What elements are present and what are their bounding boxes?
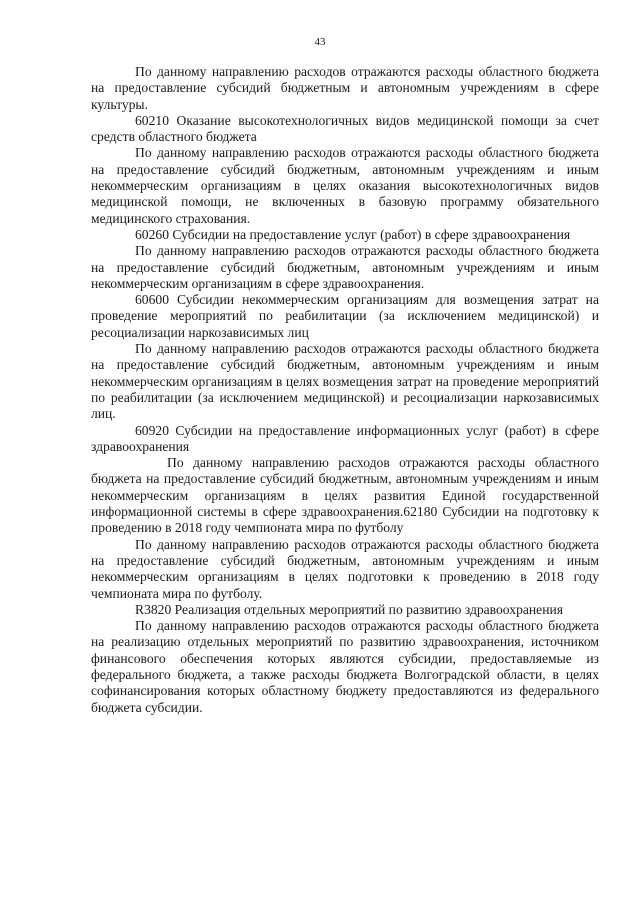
paragraph-62180-description: По данному направлению расходов отражаются расходы областного бюджета на предоставление субсидий бюджетным, автономным учреждениям и иным некоммерческим организациям в целях подготовки к проведению в 2018 году чемпионата мира по футболу. [91,536,599,601]
heading-60210: 60210 Оказание высокотехнологичных видов медицинской помощи за счет средств областного бюджета [91,112,599,145]
paragraph-60600-description: По данному направлению расходов отражаются расходы областного бюджета на предоставление субсидий бюджетным, автономным учреждениям и иным некоммерческим организациям в целях возмещения затрат на проведение мероприятий по реабилитации (за исключением медицинской) и ресоциализации наркозависимых лиц. [91,341,599,422]
document-body [91,64,599,716]
paragraph-60210-description: По данному направлению расходов отражаются расходы областного бюджета на предоставление субсидий бюджетным, автономным учреждениям и иным некоммерческим организациям в целях оказания высокотехнологичных видов медицинской помощи, не включенных в базовую программу обязательного медицинского страхования. [91,145,599,226]
page-number: 43 [314,36,326,48]
paragraph-60920-description: По данному направлению расходов отражаются расходы областного бюджета на предоставление субсидий бюджетным, автономным учреждениям и иным некоммерческим организациям в целях развития Единой государственной информационной системы в сфере здравоохранения.62180 Субсидии на подготовку к проведению в 2018 году чемпионата мира по футболу [91,455,599,536]
heading-60920: 60920 Субсидии на предоставление информационных услуг (работ) в сфере здравоохранения [91,422,599,454]
heading-r3820: R3820 Реализация отдельных мероприятий по развитию здравоохранения [135,601,564,617]
heading-60600: 60600 Субсидии некоммерческим организациям для возмещения затрат на проведение мероприятий по реабилитации (за исключением медицинской) и ресоциализации наркозависимых лиц [91,292,599,340]
heading-60260: 60260 Субсидии на предоставление услуг (работ) в сфере здравоохранения [135,226,571,242]
paragraph-culture-subsidies: По данному направлению расходов отражаются расходы областного бюджета на предоставление субсидий бюджетным и автономным учреждениям в сфере культуры. [91,64,599,112]
paragraph-r3820-description: По данному направлению расходов отражаются расходы областного бюджета на реализацию отдельных мероприятий по развитию здравоохранения, источником финансового обеспечения которых являются субсидии, предоставляемые из федерального бюджета, а также расходы бюджета Волгоградской области, в целях софинансирования которых областному бюджету предоставляются из федерального бюджета субсидии. [91,618,599,715]
paragraph-60260-description: По данному направлению расходов отражаются расходы областного бюджета на предоставление субсидий бюджетным, автономным учреждениям и иным некоммерческим организациям в сфере здравоохранения. [91,243,599,291]
